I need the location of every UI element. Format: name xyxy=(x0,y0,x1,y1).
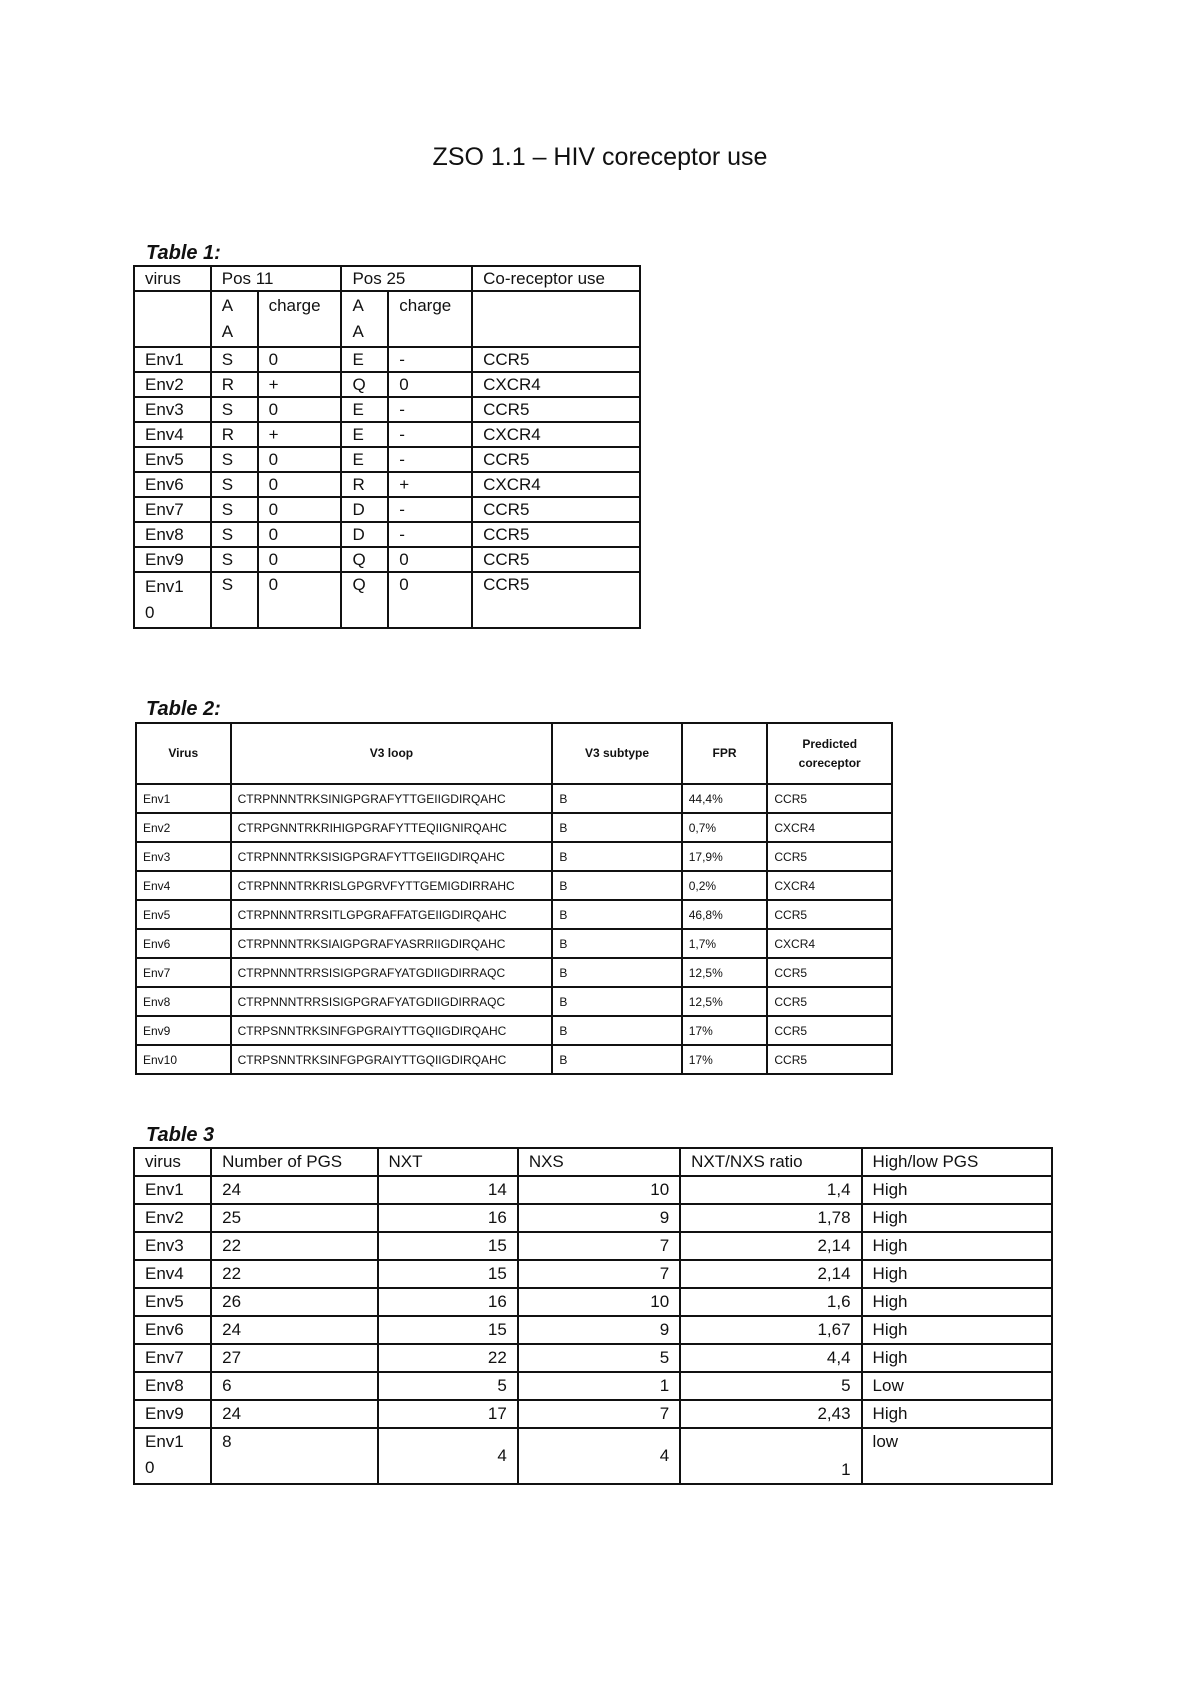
table-row xyxy=(134,372,640,397)
cell: Q xyxy=(341,372,388,397)
cell: Q xyxy=(341,572,388,628)
cell: - xyxy=(388,522,472,547)
cell: B xyxy=(552,842,681,871)
cell: 0 xyxy=(258,397,342,422)
cell: High xyxy=(862,1232,1052,1260)
cell: Env9 xyxy=(134,1400,211,1428)
cell: 27 xyxy=(211,1344,377,1372)
table-row xyxy=(134,1428,1052,1484)
cell: 25 xyxy=(211,1204,377,1232)
cell: E xyxy=(341,397,388,422)
cell: Low xyxy=(862,1372,1052,1400)
cell: Env10 xyxy=(136,1045,231,1074)
cell: Env4 xyxy=(134,422,211,447)
cell: Env5 xyxy=(136,900,231,929)
cell: 22 xyxy=(211,1232,377,1260)
cell: B xyxy=(552,813,681,842)
cell: 4,4 xyxy=(680,1344,861,1372)
cell: Env3 xyxy=(136,842,231,871)
cell: 7 xyxy=(518,1400,680,1428)
table-row xyxy=(136,929,892,958)
cell: High xyxy=(862,1316,1052,1344)
table-row xyxy=(134,1232,1052,1260)
cell: Env8 xyxy=(136,987,231,1016)
cell: D xyxy=(341,522,388,547)
cell: Env3 xyxy=(134,397,211,422)
cell: 10 xyxy=(518,1288,680,1316)
cell: CCR5 xyxy=(472,547,640,572)
table-row xyxy=(136,987,892,1016)
header-cell: virus xyxy=(134,266,211,291)
cell: 0 xyxy=(258,547,342,572)
cell: B xyxy=(552,1045,681,1074)
cell: S xyxy=(211,497,258,522)
cell: Env4 xyxy=(134,1260,211,1288)
header-cell: FPR xyxy=(682,723,768,784)
cell: B xyxy=(552,958,681,987)
cell: B xyxy=(552,1016,681,1045)
cell: 0,2% xyxy=(682,871,768,900)
cell: CCR5 xyxy=(767,1016,892,1045)
page-title: ZSO 1.1 – HIV coreceptor use xyxy=(432,143,768,171)
cell: CCR5 xyxy=(472,347,640,372)
header-cell xyxy=(767,723,892,784)
cell: 17 xyxy=(378,1400,518,1428)
table-row xyxy=(134,447,640,472)
aa-line: A xyxy=(221,322,234,341)
header-cell: NXT xyxy=(378,1148,518,1176)
cell: CCR5 xyxy=(767,1045,892,1074)
cell: 26 xyxy=(211,1288,377,1316)
cell: Env4 xyxy=(136,871,231,900)
cell: High xyxy=(862,1344,1052,1372)
table-row xyxy=(134,422,640,447)
cell: CTRPNNNTRRSISIGPGRAFYATGDIIGDIRRAQC xyxy=(231,958,553,987)
cell: 4 xyxy=(378,1428,518,1484)
cell: CCR5 xyxy=(472,447,640,472)
cell: Q xyxy=(341,547,388,572)
cell: CTRPNNNTRRSISIGPGRAFYATGDIIGDIRRAQC xyxy=(231,987,553,1016)
header-cell: V3 subtype xyxy=(552,723,681,784)
subheader-cell xyxy=(341,291,388,347)
cell: High xyxy=(862,1400,1052,1428)
charge-label: charge xyxy=(268,296,321,315)
cell: Env9 xyxy=(136,1016,231,1045)
cell: 0 xyxy=(258,447,342,472)
header-line: coreceptor xyxy=(798,755,861,770)
cell: CCR5 xyxy=(767,987,892,1016)
cell: 15 xyxy=(378,1260,518,1288)
cell: CTRPNNNTRKSIAIGPGRAFYASRRIIGDIRQAHC xyxy=(231,929,553,958)
cell: 0 xyxy=(258,347,342,372)
cell: CTRPNNNTRKRISLGPGRVFYTTGEMIGDIRRAHC xyxy=(231,871,553,900)
cell: S xyxy=(211,447,258,472)
aa-line: A xyxy=(352,296,364,315)
cell: 44,4% xyxy=(682,784,768,813)
cell: Env3 xyxy=(134,1232,211,1260)
cell: 1 xyxy=(518,1372,680,1400)
cell: CTRPSNNTRKSINFGPGRAIYTTGQIIGDIRQAHC xyxy=(231,1045,553,1074)
cell: 1,6 xyxy=(680,1288,861,1316)
subheader-cell xyxy=(388,291,472,347)
header-cell: Number of PGS xyxy=(211,1148,377,1176)
cell: CXCR4 xyxy=(472,372,640,397)
cell: CTRPNNNTRKSISIGPGRAFYTTGEIIGDIRQAHC xyxy=(231,842,553,871)
table-row xyxy=(134,1400,1052,1428)
cell: High xyxy=(862,1204,1052,1232)
cell: 1 xyxy=(680,1428,861,1484)
cell: CTRPNNNTRKSINIGPGRAFYTTGEIIGDIRQAHC xyxy=(231,784,553,813)
cell: Env2 xyxy=(136,813,231,842)
cell: 2,14 xyxy=(680,1260,861,1288)
table-row xyxy=(136,813,892,842)
table1-caption: Table 1: xyxy=(146,242,221,264)
cell: High xyxy=(862,1260,1052,1288)
cell: E xyxy=(341,422,388,447)
cell: Env1 xyxy=(136,784,231,813)
cell: - xyxy=(388,447,472,472)
header-line: Predicted xyxy=(802,736,858,751)
table-row xyxy=(136,1016,892,1045)
cell: Env5 xyxy=(134,447,211,472)
cell: 0 xyxy=(388,372,472,397)
cell: B xyxy=(552,929,681,958)
cell: B xyxy=(552,871,681,900)
header-cell: V3 loop xyxy=(231,723,553,784)
charge-label: charge xyxy=(399,296,452,315)
cell: CCR5 xyxy=(767,900,892,929)
table3 xyxy=(133,1147,1053,1485)
cell: B xyxy=(552,784,681,813)
cell: 10 xyxy=(518,1176,680,1204)
cell: CCR5 xyxy=(472,397,640,422)
aa-line: A xyxy=(221,296,234,315)
table-row xyxy=(134,547,640,572)
cell: B xyxy=(552,900,681,929)
cell: R xyxy=(211,422,258,447)
header-cell: High/low PGS xyxy=(862,1148,1052,1176)
cell: 9 xyxy=(518,1204,680,1232)
cell xyxy=(134,1428,211,1484)
table-row xyxy=(134,347,640,372)
cell: 24 xyxy=(211,1400,377,1428)
cell: 0 xyxy=(258,472,342,497)
table2 xyxy=(135,722,893,1075)
aa-line: A xyxy=(352,322,364,341)
cell: Env5 xyxy=(134,1288,211,1316)
table3-header-row xyxy=(134,1148,1052,1176)
cell: + xyxy=(258,372,342,397)
cell: E xyxy=(341,447,388,472)
cell: CCR5 xyxy=(472,572,640,628)
cell: Env7 xyxy=(134,1344,211,1372)
cell: R xyxy=(341,472,388,497)
cell: 14 xyxy=(378,1176,518,1204)
cell: S xyxy=(211,397,258,422)
table1-header-row xyxy=(134,266,640,291)
cell: High xyxy=(862,1176,1052,1204)
cell: S xyxy=(211,547,258,572)
cell: CTRPNNNTRRSITLGPGRAFFATGEIIGDIRQAHC xyxy=(231,900,553,929)
cell: 16 xyxy=(378,1288,518,1316)
cell: 2,43 xyxy=(680,1400,861,1428)
table-row xyxy=(136,871,892,900)
cell: Env6 xyxy=(136,929,231,958)
table-row xyxy=(134,522,640,547)
table-row xyxy=(134,472,640,497)
empty-cell xyxy=(472,291,640,347)
cell: 5 xyxy=(518,1344,680,1372)
cell: 7 xyxy=(518,1260,680,1288)
cell: Env8 xyxy=(134,1372,211,1400)
cell: - xyxy=(388,422,472,447)
cell: 0 xyxy=(258,497,342,522)
cell: CCR5 xyxy=(767,842,892,871)
cell: low xyxy=(862,1428,1052,1484)
cell: CXCR4 xyxy=(767,929,892,958)
cell: S xyxy=(211,347,258,372)
cell: 16 xyxy=(378,1204,518,1232)
cell: CXCR4 xyxy=(767,813,892,842)
table-row xyxy=(134,397,640,422)
cell: CCR5 xyxy=(472,497,640,522)
cell: 1,4 xyxy=(680,1176,861,1204)
cell: 1,78 xyxy=(680,1204,861,1232)
cell: + xyxy=(258,422,342,447)
cell: Env1 xyxy=(134,347,211,372)
cell: 12,5% xyxy=(682,987,768,1016)
cell: 22 xyxy=(378,1344,518,1372)
cell: Env1 xyxy=(134,1176,211,1204)
cell: 1,7% xyxy=(682,929,768,958)
table3-caption: Table 3 xyxy=(146,1124,215,1146)
cell: 0 xyxy=(388,572,472,628)
header-cell: Pos 11 xyxy=(211,266,342,291)
cell: 0,7% xyxy=(682,813,768,842)
cell: 24 xyxy=(211,1176,377,1204)
cell-line: Env1 xyxy=(145,577,184,596)
cell: 1,67 xyxy=(680,1316,861,1344)
header-cell: NXS xyxy=(518,1148,680,1176)
cell: D xyxy=(341,497,388,522)
cell: 22 xyxy=(211,1260,377,1288)
cell: Env2 xyxy=(134,1204,211,1232)
cell: 12,5% xyxy=(682,958,768,987)
cell: R xyxy=(211,372,258,397)
table-row xyxy=(134,1260,1052,1288)
cell: CCR5 xyxy=(472,522,640,547)
cell: B xyxy=(552,987,681,1016)
cell: Env6 xyxy=(134,1316,211,1344)
cell: Env8 xyxy=(134,522,211,547)
cell: High xyxy=(862,1288,1052,1316)
table-row xyxy=(134,1288,1052,1316)
table1 xyxy=(133,265,641,629)
cell: Env7 xyxy=(134,497,211,522)
table2-header-row xyxy=(136,723,892,784)
cell: 4 xyxy=(518,1428,680,1484)
table-row xyxy=(136,958,892,987)
cell: Env6 xyxy=(134,472,211,497)
cell: 17% xyxy=(682,1016,768,1045)
cell: Env7 xyxy=(136,958,231,987)
cell: CXCR4 xyxy=(472,422,640,447)
cell: 0 xyxy=(258,572,342,628)
cell: Env9 xyxy=(134,547,211,572)
cell: Env2 xyxy=(134,372,211,397)
table-row xyxy=(134,1344,1052,1372)
table-row xyxy=(134,1372,1052,1400)
table-row xyxy=(136,784,892,813)
cell: 46,8% xyxy=(682,900,768,929)
cell: 7 xyxy=(518,1232,680,1260)
subheader-cell xyxy=(258,291,342,347)
table-row xyxy=(136,900,892,929)
cell: + xyxy=(388,472,472,497)
cell: 15 xyxy=(378,1316,518,1344)
cell: 8 xyxy=(211,1428,377,1484)
table1-subheader-row xyxy=(134,291,640,347)
cell-line: 0 xyxy=(145,603,155,622)
table-row xyxy=(134,572,640,628)
cell-line: 0 xyxy=(145,1458,155,1477)
header-cell: NXT/NXS ratio xyxy=(680,1148,861,1176)
table-row xyxy=(136,1045,892,1074)
header-cell: virus xyxy=(134,1148,211,1176)
subheader-cell xyxy=(211,291,258,347)
cell xyxy=(134,572,211,628)
cell: E xyxy=(341,347,388,372)
cell: - xyxy=(388,347,472,372)
cell: CTRPGNNTRKRIHIGPGRAFYTTEQIIGNIRQAHC xyxy=(231,813,553,842)
table-row xyxy=(134,1204,1052,1232)
cell: 9 xyxy=(518,1316,680,1344)
cell: CTRPSNNTRKSINFGPGRAIYTTGQIIGDIRQAHC xyxy=(231,1016,553,1045)
cell: 2,14 xyxy=(680,1232,861,1260)
cell-line: Env1 xyxy=(145,1432,184,1451)
table2-caption: Table 2: xyxy=(146,698,221,720)
cell: 17% xyxy=(682,1045,768,1074)
cell: - xyxy=(388,397,472,422)
table-row xyxy=(134,1316,1052,1344)
cell: 15 xyxy=(378,1232,518,1260)
header-cell: Co-receptor use xyxy=(472,266,640,291)
cell: S xyxy=(211,472,258,497)
cell: CCR5 xyxy=(767,958,892,987)
cell: 0 xyxy=(258,522,342,547)
table-row xyxy=(136,842,892,871)
table-row xyxy=(134,497,640,522)
cell: 0 xyxy=(388,547,472,572)
cell: S xyxy=(211,572,258,628)
header-cell: Pos 25 xyxy=(341,266,472,291)
empty-cell xyxy=(134,291,211,347)
table-row xyxy=(134,1176,1052,1204)
cell: CXCR4 xyxy=(472,472,640,497)
cell: CXCR4 xyxy=(767,871,892,900)
cell: 5 xyxy=(680,1372,861,1400)
cell: 17,9% xyxy=(682,842,768,871)
cell: - xyxy=(388,497,472,522)
cell: 24 xyxy=(211,1316,377,1344)
cell: S xyxy=(211,522,258,547)
cell: CCR5 xyxy=(767,784,892,813)
header-cell: Virus xyxy=(136,723,231,784)
cell: 6 xyxy=(211,1372,377,1400)
cell: 5 xyxy=(378,1372,518,1400)
